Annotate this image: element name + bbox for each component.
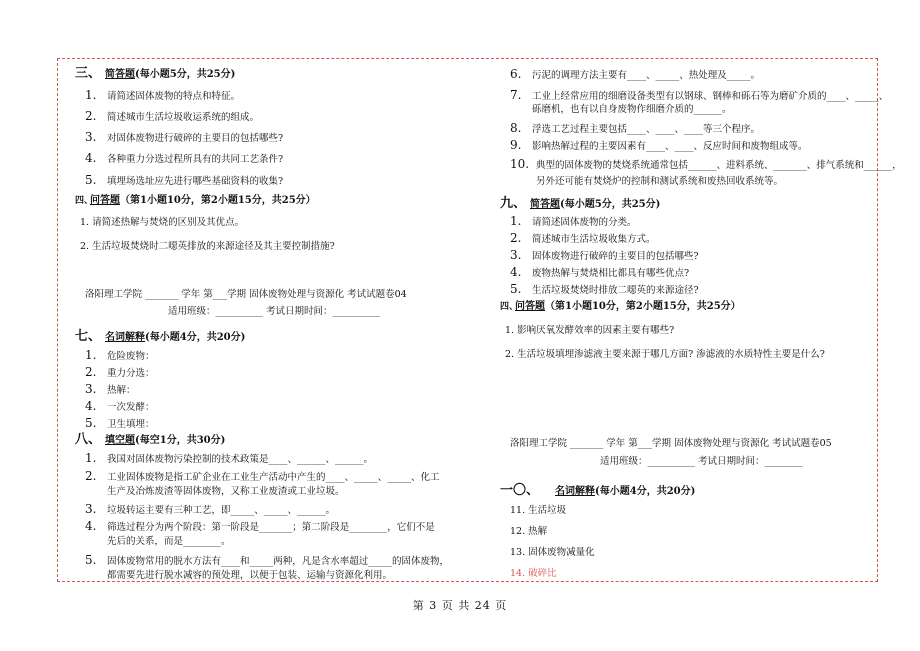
fill-item-7: 7. 工业上经常应用的细磨设备类型有以钢球、钢棒和砾石等为磨矿介质的____、_____、 (510, 88, 889, 102)
section-9-heading: 九、 简答题(每小题5分，共25分) (500, 196, 661, 211)
section-8-item-5-cont: 都需要先进行脱水减容的预处理，以便于包装、运输与资源化利用。 (107, 570, 393, 581)
section-7-item-2: 2. 重力分选： (85, 365, 155, 379)
page-footer: 第 3 页 共 24 页 (412, 599, 508, 612)
section-7-item-4: 4. 一次发酵： (85, 399, 155, 413)
section-9-item-3: 3. 固体废物进行破碎的主要目的包括哪些? (510, 248, 699, 262)
fill-item-6: 6. 污泥的调理方法主要有____、_____、热处理及_____。 (510, 67, 761, 81)
section-8-item-5: 5. 固体废物常用的脱水方法有____和_____两种，凡是含水率超过_____的固体废物， (85, 553, 450, 567)
section-10-item-14: 14. 破碎比 (510, 568, 557, 579)
fill-item-10-cont: 另外还可能有焚烧炉的控制和测试系统和废热回收系统等。 (536, 176, 784, 187)
section-8-item-2-cont: 生产及冶炼废渣等固体废物，又称工业废渣或工业垃圾。 (107, 486, 345, 497)
section-8-item-4-cont: 先后的关系，而是________。 (107, 536, 231, 547)
section-8-item-3: 3. 垃圾转运主要有三种工艺，即_____、_____、______。 (85, 502, 336, 516)
section-4b-item-1: 1. 影响厌氧发酵效率的因素主要有哪些? (505, 325, 675, 336)
section-9-item-5: 5. 生活垃圾焚烧时排放二噁英的来源途径? (510, 282, 699, 296)
section-10-item-13: 13. 固体废物减量化 (510, 547, 595, 558)
fill-item-10: 10. 典型的固体废物的焚烧系统通常包括______、进料系统、_______、排气系统和______， (510, 157, 902, 171)
section-8-heading: 八、 填空题(每空1分，共30分) (75, 432, 226, 447)
fill-item-7-cont: 砾磨机，也有以自身废物作细磨介质的______。 (532, 104, 732, 115)
section-9-item-4: 4. 废物热解与焚烧相比都具有哪些优点? (510, 265, 690, 279)
section-10-item-11: 11. 生活垃圾 (510, 505, 567, 516)
section-4-heading: 四、问答题（第1小题10分，第2小题15分，共25分） (75, 195, 316, 206)
section-7-item-1: 1. 危险废物： (85, 348, 155, 362)
section-10-item-12: 12. 热解 (510, 526, 548, 537)
section-3-item-5: 5. 填埋场选址应先进行哪些基础资料的收集? (85, 173, 284, 187)
section-8-item-2: 2. 工业固体废物是指工矿企业在工业生产活动中产生的____、_____、_____、化工 (85, 469, 440, 483)
section-4-item-2: 2. 生活垃圾焚烧时二噁英排放的来源途径及其主要控制措施? (80, 241, 335, 252)
section-4-item-1: 1. 请简述热解与焚烧的区别及其优点。 (80, 217, 245, 228)
fill-item-8: 8. 浮选工艺过程主要包括____、____、____等三个程序。 (510, 121, 761, 135)
section-7-item-5: 5. 卫生填埋： (85, 416, 155, 430)
exam-04-info: 适用班级：__________ 考试日期时间：__________ (168, 306, 381, 317)
section-7-item-3: 3. 热解： (85, 382, 136, 396)
section-8-item-1: 1. 我国对固体废物污染控制的技术政策是____、______、______。 (85, 451, 374, 465)
section-3-item-4: 4. 各种重力分选过程所具有的共同工艺条件? (85, 151, 284, 165)
exam-05-title: 洛阳理工学院 _______ 学年 第___学期 固体废物处理与资源化 考试试题卷05 (510, 438, 832, 449)
section-3-item-1: 1. 请简述固体废物的特点和特征。 (85, 88, 241, 102)
section-8-item-4: 4. 筛选过程分为两个阶段：第一阶段是_______；第二阶段是________，它们不是 (85, 519, 435, 533)
section-9-item-1: 1. 请简述固体废物的分类。 (510, 214, 637, 228)
section-3-item-2: 2. 简述城市生活垃圾收运系统的组成。 (85, 109, 260, 123)
section-7-heading: 七、 名词解释(每小题4分，共20分) (75, 329, 246, 344)
section-4b-heading: 四、问答题（第1小题10分，第2小题15分，共25分） (500, 301, 741, 312)
section-9-item-2: 2. 简述城市生活垃圾收集方式。 (510, 231, 656, 245)
section-10-heading: 一〇、 名词解释(每小题4分，共20分) (500, 483, 696, 498)
exam-05-info: 适用班级：__________ 考试日期时间：________ (600, 456, 803, 467)
exam-04-title: 洛阳理工学院 _______ 学年 第___学期 固体废物处理与资源化 考试试题卷04 (85, 289, 407, 300)
section-3-heading: 三、 简答题(每小题5分，共25分) (75, 66, 236, 81)
section-3-item-3: 3. 对固体废物进行破碎的主要目的包括哪些? (85, 130, 284, 144)
fill-item-9: 9. 影响热解过程的主要因素有____、____、反应时间和废物组成等。 (510, 138, 808, 152)
section-4b-item-2: 2. 生活垃圾填埋渗滤液主要来源于哪几方面? 渗滤液的水质特性主要是什么? (505, 349, 825, 360)
